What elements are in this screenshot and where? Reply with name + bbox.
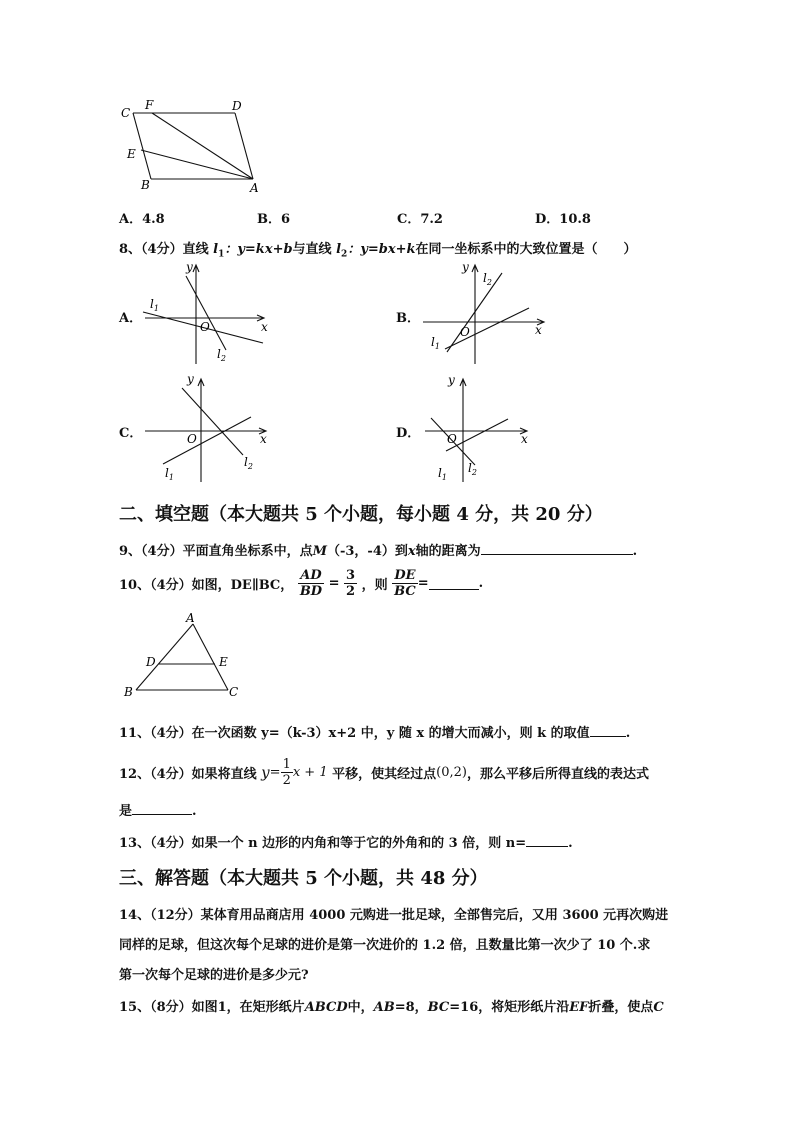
section3-title: 三、解答题（本大题共 5 个小题，共 48 分）: [119, 868, 488, 889]
svg-text:l2: $l_2$: [217, 347, 226, 363]
section2-title: 二、填空题（本大题共 5 个小题，每小题 4 分，共 20 分）: [119, 504, 603, 525]
q11-answer-blank[interactable]: [590, 724, 626, 737]
q13: 13、（4分）如果一个 n 边形的内角和等于它的外角和的 3 倍，则 n= .: [119, 836, 573, 851]
q7-option-c[interactable]: C．7.2: [397, 212, 443, 227]
svg-text:C: C: [229, 685, 239, 699]
q13-answer-blank[interactable]: [526, 834, 568, 847]
q10-answer-blank[interactable]: [429, 577, 479, 590]
q8-stem: 8、（4分）直线 $l_1$：y=kx+b与直线 $l_2$：y=bx+k在同一坐标系中的大致位置是（ ）: [119, 242, 637, 260]
q9-answer-blank[interactable]: [481, 542, 633, 555]
q12-line1: 12、（4分）如果将直线 y= $\frac{1}{2}$ x + 1 平移，使其经过点(0,2)，那么平移后所得直线的表达式: [119, 757, 649, 788]
label-E: E: [127, 147, 136, 161]
svg-text:l1: $l_1$: [431, 335, 440, 351]
q7-figure: [118, 96, 278, 196]
svg-text:l2: $l_2$: [483, 271, 492, 287]
q8-graph-d: [420, 370, 560, 486]
svg-text:x: x: [261, 320, 268, 334]
svg-text:y: y: [187, 372, 194, 386]
svg-text:x: x: [260, 432, 267, 446]
svg-text:D: D: [146, 655, 156, 669]
q12-answer-blank[interactable]: [132, 802, 192, 815]
label-C: C: [121, 106, 131, 120]
label-F: F: [145, 98, 154, 112]
svg-text:O: O: [187, 432, 197, 446]
q14-line2: 同样的足球，但这次每个足球的进价是第一次进价的 1.2 倍，且数量比第一次少了 10 个.求: [119, 938, 651, 953]
q8-option-d[interactable]: D．: [396, 426, 421, 441]
label-D: D: [232, 99, 242, 113]
q15: 15、（8分）如图1，在矩形纸片ABCD中，AB=8，BC=16，将矩形纸片沿EF折叠，使点C: [119, 1000, 664, 1015]
q12-line2: 是 .: [119, 804, 197, 819]
svg-text:l2: $l_2$: [468, 461, 477, 477]
svg-text:x: x: [521, 432, 528, 446]
q8-option-c[interactable]: C．: [119, 426, 143, 441]
q8-graph-c: [140, 370, 280, 486]
q14-line1: 14、（12分）某体育用品商店用 4000 元购进一批足球，全部售完后，又用 3600 元再次购进: [119, 908, 669, 923]
q8-option-b[interactable]: B．: [396, 311, 420, 326]
svg-text:y: y: [186, 260, 193, 274]
svg-text:l1: $l_1$: [438, 466, 447, 482]
svg-text:y: y: [462, 260, 469, 274]
label-A: A: [250, 181, 259, 195]
frac-3-2: $\frac{3}{2}$: [346, 568, 356, 599]
svg-text:y: y: [448, 373, 455, 387]
q14-line3: 第一次每个足球的进价是多少元?: [119, 968, 309, 983]
q7-option-d[interactable]: D．10.8: [535, 212, 591, 227]
svg-text:B: B: [124, 685, 133, 699]
svg-text:A: A: [186, 612, 195, 625]
q8-option-a[interactable]: A．: [119, 311, 143, 326]
q7-option-a[interactable]: A．4.8: [119, 212, 165, 227]
q8-graph-a: [140, 256, 280, 366]
svg-text:x: x: [535, 323, 542, 337]
svg-text:l2: $l_2$: [244, 455, 253, 471]
svg-text:E: E: [219, 655, 228, 669]
frac-ad-bd: $\frac{AD}{BD}$: [299, 568, 323, 599]
q10: 10、（4分）如图，DE∥BC， $\frac{AD}{BD}$ = $\frac{3}{2}$ ，则 $\frac{DE}{BC}$ = .: [119, 568, 484, 599]
frac-1-2: $\frac{1}{2}$: [282, 757, 291, 788]
q10-figure: [118, 612, 248, 702]
svg-text:l1: $l_1$: [150, 297, 159, 313]
frac-de-bc: $\frac{DE}{BC}$: [394, 568, 416, 599]
svg-text:O: O: [200, 320, 210, 334]
q9: 9、（4分）平面直角坐标系中，点M（-3，-4）到x轴的距离为 .: [119, 544, 638, 559]
svg-text:O: O: [447, 432, 457, 446]
q8-graph-b: [420, 256, 560, 366]
svg-text:O: O: [460, 325, 470, 339]
q7-option-b[interactable]: B．6: [257, 212, 291, 227]
q11: 11、（4分）在一次函数 y=（k-3）x+2 中，y 随 x 的增大而减小，则 k 的取值 .: [119, 726, 631, 741]
label-B: B: [141, 178, 150, 192]
svg-text:l1: $l_1$: [165, 466, 174, 482]
